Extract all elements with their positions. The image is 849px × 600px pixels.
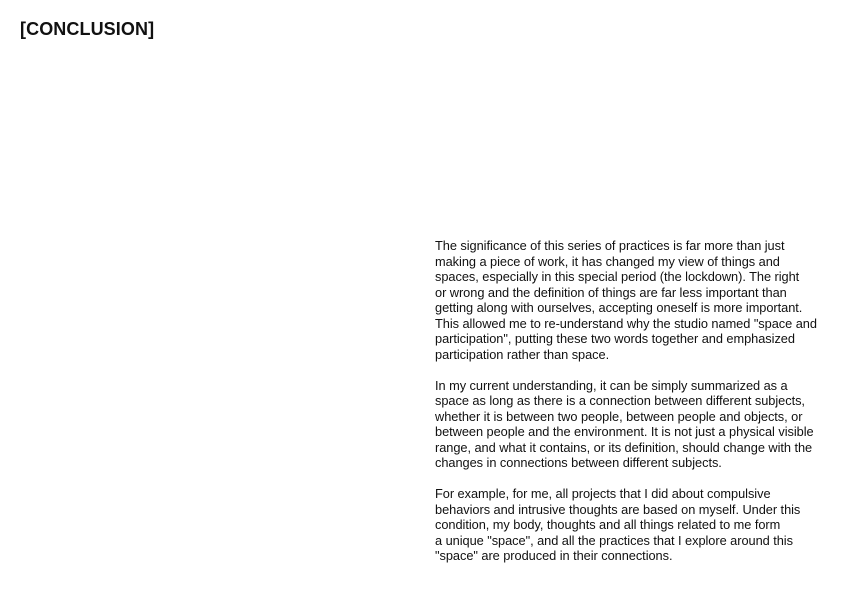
text-line: participation", putting these two words together and emphasized: [435, 331, 795, 346]
text-line: For example, for me, all projects that I did about compulsive: [435, 486, 771, 501]
text-line: getting along with ourselves, accepting oneself is more important.: [435, 300, 803, 315]
text-line: behaviors and intrusive thoughts are based on myself. Under this: [435, 501, 801, 517]
text-line: making a piece of work, it has changed my view of things and: [435, 253, 780, 269]
text-line: between people and the environment. It is not just a physical visible: [435, 424, 814, 439]
text-line: a unique "space", and all the practices that I explore around this: [435, 532, 793, 548]
conclusion-body: [435, 238, 835, 579]
text-line: "space" are produced in their connections.: [435, 548, 673, 563]
text-line: condition, my body, thoughts and all things related to me form: [435, 517, 781, 532]
paragraph-2: [435, 378, 835, 471]
text-line: changes in connections between different subjects.: [435, 455, 722, 470]
text-line: The significance of this series of practices is far more than just: [435, 238, 785, 253]
page-title: [CONCLUSION]: [20, 19, 155, 39]
text-line: whether it is between two people, between people and objects, or: [435, 408, 803, 424]
text-line: or wrong and the definition of things are far less important than: [435, 284, 787, 300]
text-line: space as long as there is a connection between different subjects,: [435, 393, 805, 408]
paragraph-1: [435, 238, 835, 362]
text-line: range, and what it contains, or its definition, should change with the: [435, 439, 813, 455]
text-line: participation rather than space.: [435, 346, 610, 362]
text-line: spaces, especially in this special period (the lockdown). The right: [435, 269, 800, 284]
paragraph-3: [435, 486, 835, 564]
text-line: In my current understanding, it can be simply summarized as a: [435, 377, 788, 393]
text-line: This allowed me to re-understand why the studio named "space and: [435, 315, 817, 331]
